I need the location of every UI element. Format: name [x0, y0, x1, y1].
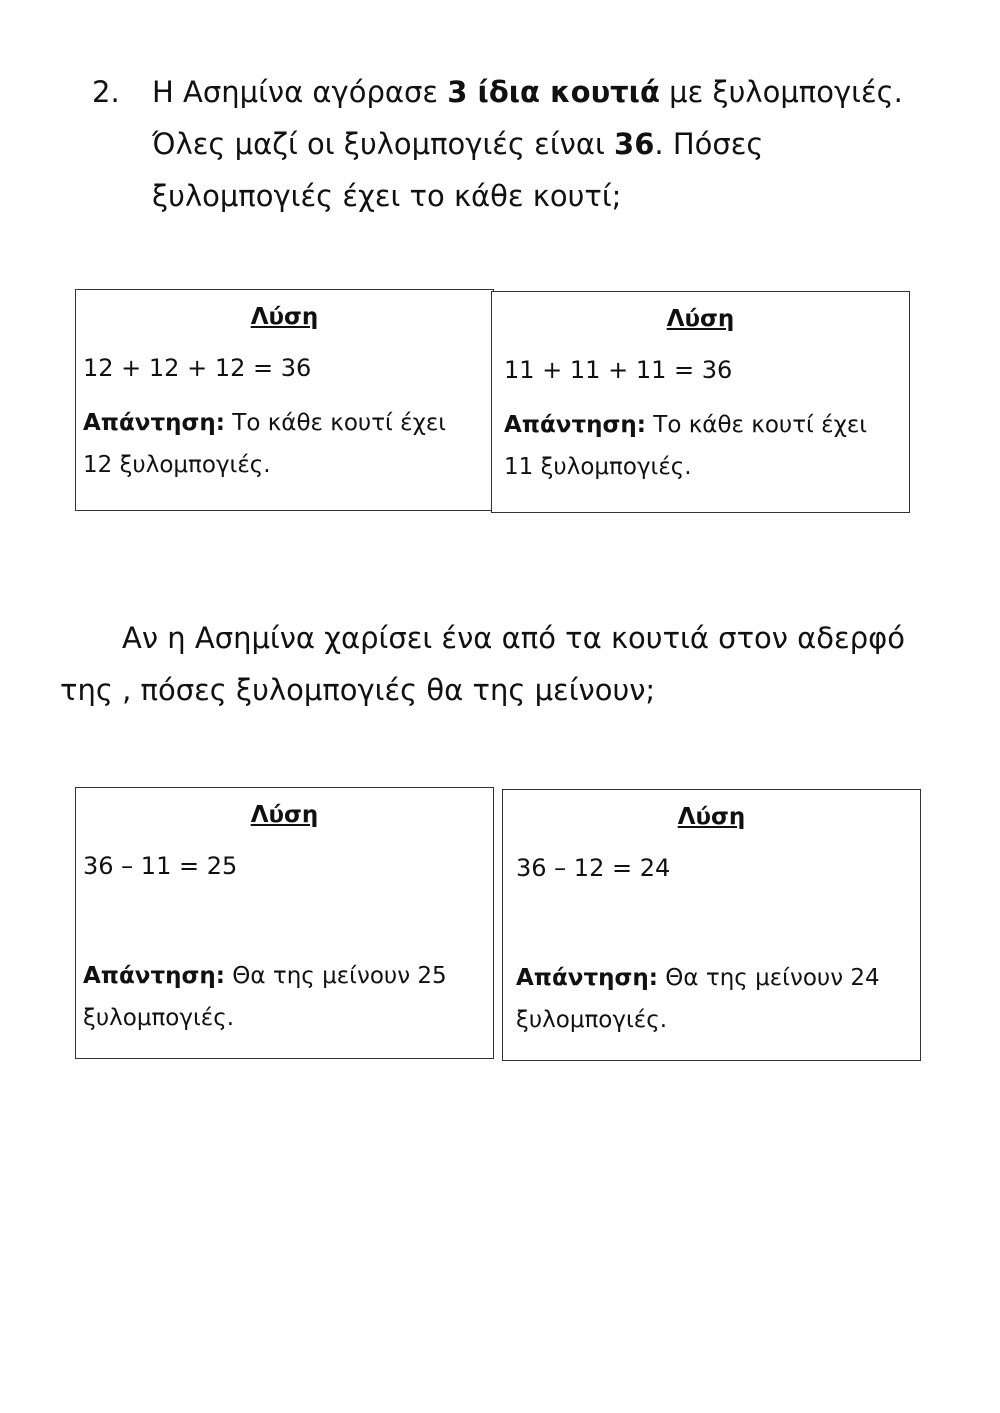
- solution-title: Λύση: [677, 804, 746, 830]
- question-1-line-2-post: . Πόσες: [654, 127, 764, 161]
- solution-answer: [83, 955, 485, 1039]
- question-2-text: [60, 612, 940, 716]
- question-1-line-3: [152, 170, 952, 222]
- solution-equation: 36 – 12 = 24: [516, 854, 671, 882]
- answer-label: Απάντηση:: [83, 963, 225, 989]
- answer-row-1: [83, 955, 485, 997]
- answer-row-2: 12 ξυλομπογιές.: [83, 452, 271, 478]
- answer-row-1: [83, 402, 485, 444]
- question-1-line-1-pre: Η Ασημίνα αγόρασε: [152, 75, 448, 109]
- question-1-line-1-bold: 3 ίδια κουτιά: [447, 75, 660, 109]
- answer-row-1: [504, 404, 901, 446]
- solution-title: Λύση: [250, 802, 319, 828]
- answer-text: Θα της μείνουν 25: [225, 963, 447, 989]
- answer-label: Απάντηση:: [83, 410, 225, 436]
- question-2-line-1: Αν η Ασημίνα χαρίσει ένα από τα κουτιά στον αδερφό: [122, 621, 905, 655]
- question-number: 2.: [92, 75, 120, 109]
- answer-row-1: [516, 957, 912, 999]
- question-2-line-2: της , πόσες ξυλομπογιές θα της μείνουν;: [60, 673, 656, 707]
- question-1-line-2-bold: 36: [614, 127, 655, 161]
- solution-answer: [516, 957, 912, 1041]
- answer-text: Το κάθε κουτί έχει: [646, 412, 868, 438]
- solution-box-top-right: [491, 291, 910, 513]
- question-1-line-2-pre: Όλες μαζί οι ξυλομπογιές είναι: [152, 127, 615, 161]
- answer-row-2: ξυλομπογιές.: [83, 1005, 235, 1031]
- answer-text: Το κάθε κουτί έχει: [225, 410, 447, 436]
- question-1-line-1-post: με ξυλομπογιές.: [659, 75, 903, 109]
- answer-row-2: 11 ξυλομπογιές.: [504, 454, 692, 480]
- solution-title: Λύση: [250, 304, 319, 330]
- solution-answer: [83, 402, 485, 486]
- solution-equation: 36 – 11 = 25: [83, 852, 238, 880]
- question-1-line-2: [152, 118, 952, 170]
- question-1-line-3-pre: ξυλομπογιές έχει το κάθε κουτί;: [152, 179, 622, 213]
- solution-equation: 12 + 12 + 12 = 36: [83, 354, 312, 382]
- solution-answer: [504, 404, 901, 488]
- answer-label: Απάντηση:: [504, 412, 646, 438]
- solution-box-top-left: [75, 289, 494, 511]
- answer-text: Θα της μείνουν 24: [658, 965, 880, 991]
- question-1-text: [152, 66, 952, 222]
- answer-row-2: ξυλομπογιές.: [516, 1007, 668, 1033]
- question-1-line-1: [152, 66, 952, 118]
- solution-equation: 11 + 11 + 11 = 36: [504, 356, 733, 384]
- solution-box-bottom-left: [75, 787, 494, 1059]
- solution-title: Λύση: [666, 306, 735, 332]
- answer-label: Απάντηση:: [516, 965, 658, 991]
- solution-box-bottom-right: [502, 789, 921, 1061]
